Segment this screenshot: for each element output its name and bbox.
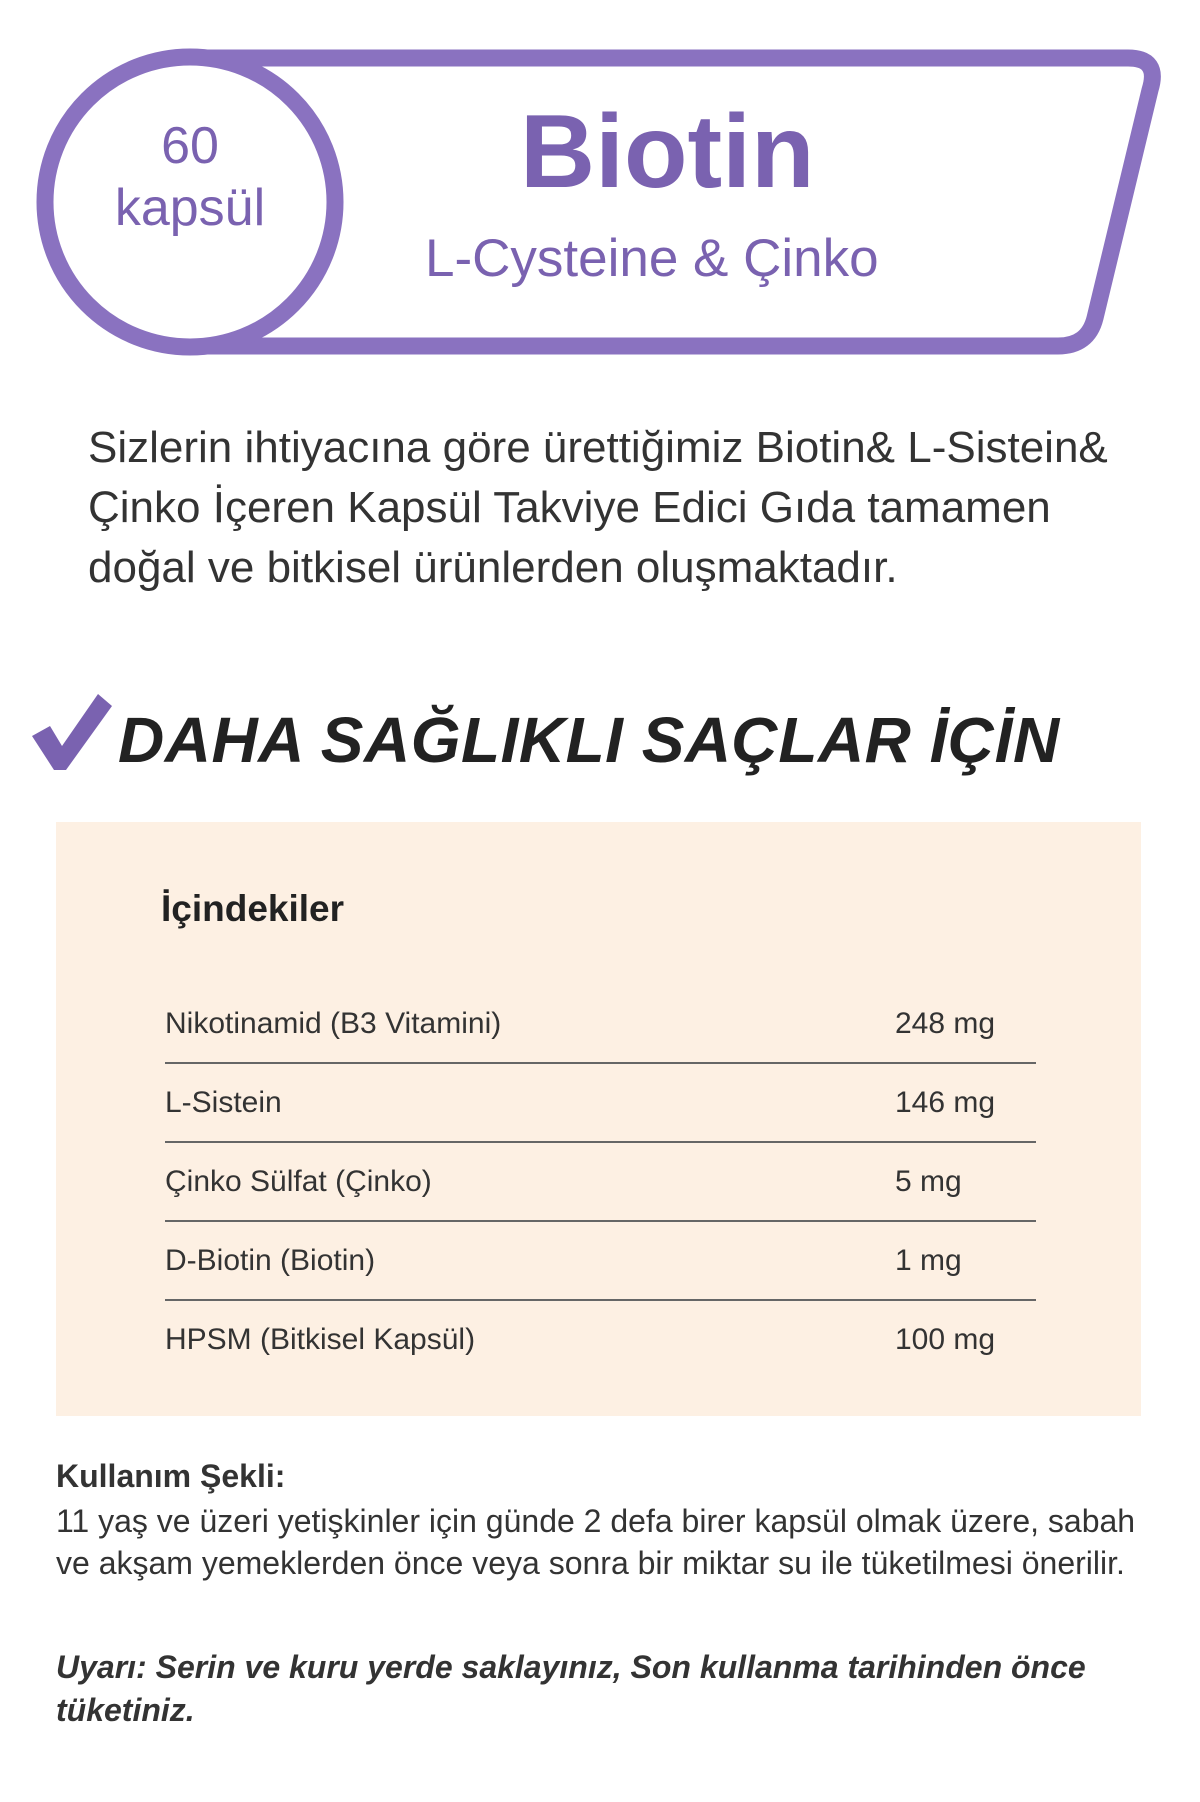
ingredient-row [165,1222,1036,1301]
capsule-count-unit: kapsül [114,179,266,237]
ingredient-row [165,1143,1036,1222]
ingredient-name: Nikotinamid (B3 Vitamini) [165,1006,502,1040]
product-subtitle: L-Cysteine & Çinko [425,229,879,288]
usage-title: Kullanım Şekli: [56,1458,286,1494]
ingredient-amount: 5 mg [895,1164,962,1198]
product-title: Biotin [520,94,815,210]
ingredient-row [165,985,1036,1064]
ingredients-panel [56,822,1141,1416]
ingredient-name: HPSM (Bitkisel Kapsül) [165,1322,476,1356]
ingredient-name: L-Sistein [165,1085,282,1119]
ingredient-name: Çinko Sülfat (Çinko) [165,1164,432,1198]
capsule-count [60,115,320,239]
ingredient-amount: 248 mg [895,1006,996,1040]
ingredients-title: İçindekiler [161,888,345,929]
ingredient-amount: 1 mg [895,1243,962,1277]
warning-text: Uyarı: Serin ve kuru yerde saklayınız, Son kullanma tarihinden önce tüketiniz. [56,1649,1086,1728]
check-icon [28,690,112,774]
intro-paragraph: Sizlerin ihtiyacına göre ürettiğimiz Biotin& L-Sistein& Çinko İçeren Kapsül Takviye Edici Gıda tamamen doğal ve bitkisel ürünlerden oluşmaktadır. [88,423,1108,592]
benefit-banner: DAHA SAĞLIKLI SAÇLAR İÇİN [118,704,1060,776]
ingredient-amount: 146 mg [895,1085,996,1119]
usage-text: 11 yaş ve üzeri yetişkinler için günde 2 defa birer kapsül olmak üzere, sabah ve akşam yemeklerden önce veya sonra bir miktar su ile tüketilmesi önerilir. [56,1503,1136,1581]
capsule-count-number: 60 [161,117,219,175]
ingredient-name: D-Biotin (Biotin) [165,1243,376,1277]
ingredients-table [165,985,1036,1378]
ingredient-row [165,1064,1036,1143]
ingredient-row [165,1301,1036,1378]
ingredient-amount: 100 mg [895,1322,996,1356]
